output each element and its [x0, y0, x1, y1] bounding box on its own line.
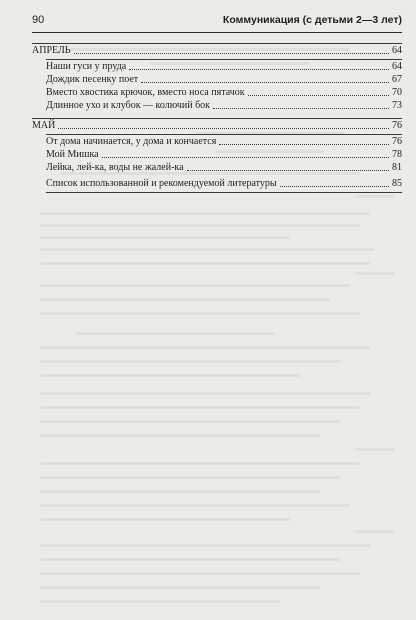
toc-item-page: 78: [392, 149, 402, 160]
toc-item-page: 81: [392, 162, 402, 173]
toc-item[interactable]: [46, 60, 402, 73]
leader-dots: [141, 82, 389, 83]
toc-item-page: 76: [392, 136, 402, 147]
section-title: АПРЕЛЬ: [32, 45, 71, 56]
toc-item[interactable]: [46, 135, 402, 148]
toc-item-page: 85: [392, 178, 402, 189]
running-title: Коммуникация (с детьми 2—3 лет): [222, 14, 402, 26]
toc-item-page: 67: [392, 74, 402, 85]
toc-item-label: Мой Мишка: [46, 149, 99, 160]
leader-dots: [102, 157, 389, 158]
toc-item-page: 70: [392, 87, 402, 98]
section-page: 76: [392, 120, 402, 131]
leader-dots: [248, 95, 389, 96]
toc-item[interactable]: [46, 73, 402, 86]
page-number: 90: [32, 14, 45, 26]
toc-section-april[interactable]: [32, 44, 402, 57]
toc-section-may[interactable]: [32, 119, 402, 132]
leader-dots: [219, 144, 389, 145]
leader-dots: [129, 69, 389, 70]
running-header: [32, 10, 402, 33]
section-rule-end: [46, 192, 402, 193]
toc-item[interactable]: [46, 86, 402, 99]
toc-item[interactable]: [46, 161, 402, 174]
toc-item-label: От дома начинается, у дома и кончается: [46, 136, 217, 147]
leader-dots: [74, 53, 389, 54]
toc-item-label: Лейка, лей-ка, воды не жалей-ка: [46, 162, 184, 173]
toc-item-label: Наши гуси у пруда: [46, 61, 127, 72]
toc-item[interactable]: [46, 148, 402, 161]
toc-item-label: Вместо хвостика крючок, вместо носа пятачок: [46, 87, 245, 98]
leader-dots: [280, 186, 389, 187]
section-page: 64: [392, 45, 402, 56]
leader-dots: [58, 128, 389, 129]
toc-literature[interactable]: [46, 177, 402, 190]
toc-item-label: Длинное ухо и клубок — колючий бок: [46, 100, 211, 111]
leader-dots: [187, 170, 389, 171]
section-title: МАЙ: [32, 120, 56, 131]
leader-dots: [213, 108, 389, 109]
toc-item[interactable]: [46, 99, 402, 112]
toc-item-label: Список использованной и рекомендуемой литературы: [46, 178, 277, 189]
toc-item-label: Дождик песенку поет: [46, 74, 139, 85]
toc-item-page: 73: [392, 100, 402, 111]
toc-item-page: 64: [392, 61, 402, 72]
